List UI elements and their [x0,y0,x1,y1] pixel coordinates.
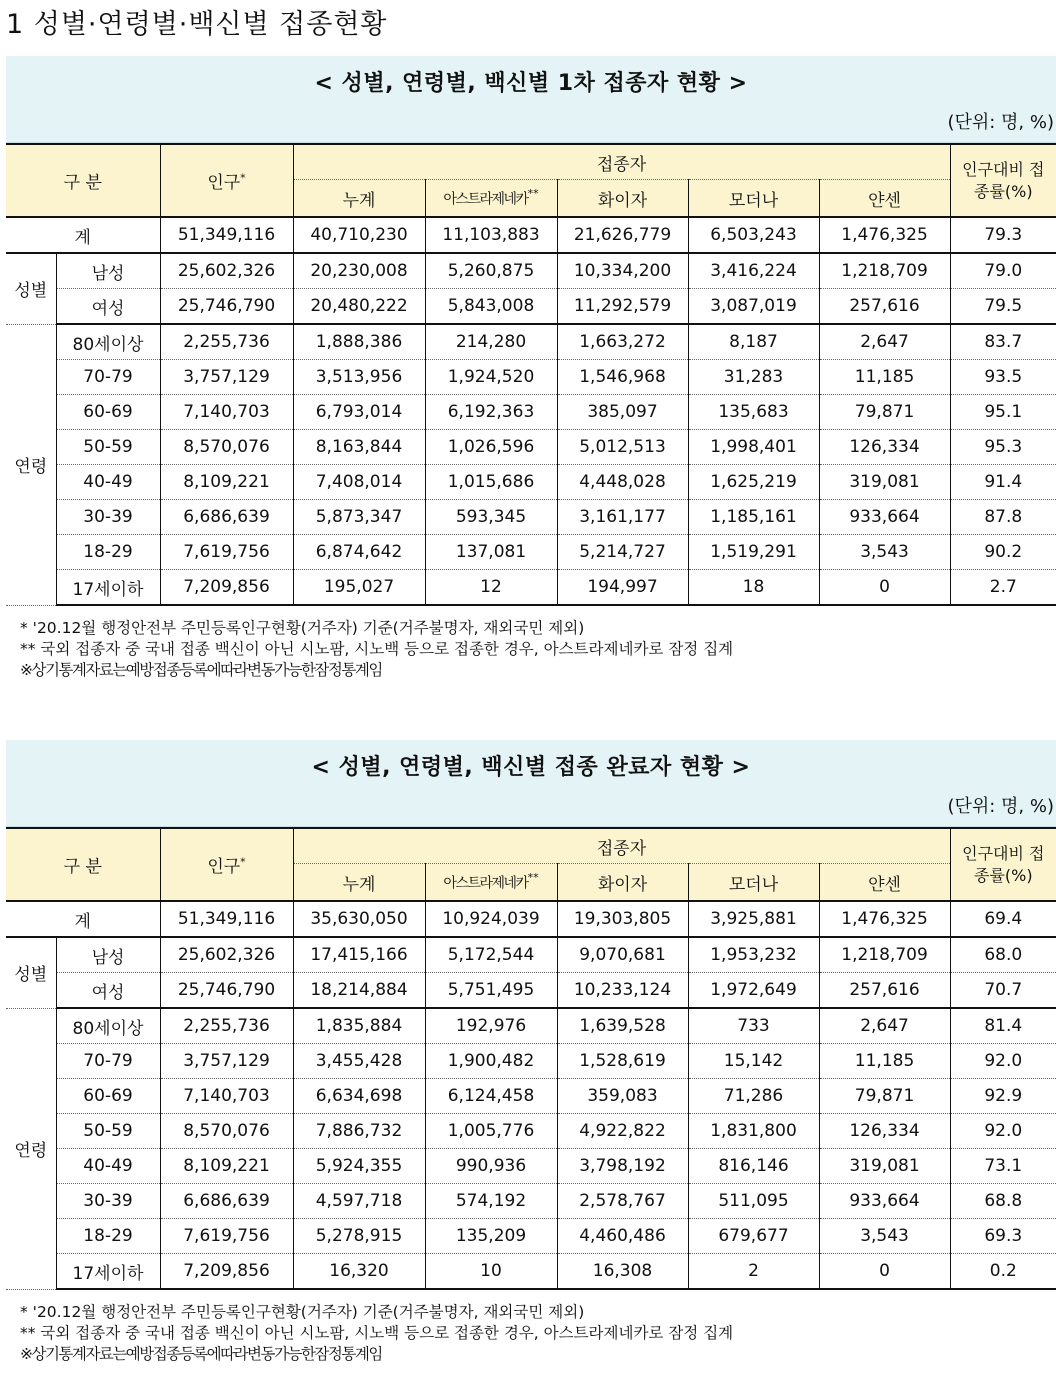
table-row [6,1079,1056,1114]
value-cell: 8,109,221 [160,1149,293,1184]
value-cell: 990,936 [425,1149,557,1184]
value-cell: 3,543 [819,1219,950,1254]
value-cell: 16,308 [557,1254,688,1290]
value-cell: 7,619,756 [160,1219,293,1254]
value-cell: 10 [425,1254,557,1290]
value-cell: 19,303,805 [557,901,688,937]
value-cell: 257,616 [819,973,950,1009]
value-cell: 5,278,915 [293,1219,425,1254]
value-cell: 51,349,116 [160,901,293,937]
row-label: 80세이상 [56,1008,160,1044]
unit-label: (단위: 명, %) [947,796,1054,817]
value-cell: 0.2 [950,1254,1056,1290]
value-cell: 1,519,291 [688,535,819,570]
row-label: 70-79 [56,1044,160,1079]
value-cell: 359,083 [557,1079,688,1114]
header-pfizer: 화이자 [557,180,688,218]
table-row [6,1044,1056,1079]
value-cell: 69.3 [950,1219,1056,1254]
value-cell: 16,320 [293,1254,425,1290]
footnotes [6,1302,1056,1365]
value-cell: 81.4 [950,1008,1056,1044]
header-population-label: 인구 [207,173,241,193]
value-cell: 6,874,642 [293,535,425,570]
value-cell: 3,087,019 [688,289,819,325]
header-janssen: 얀센 [819,180,950,218]
value-cell: 593,345 [425,500,557,535]
value-cell: 574,192 [425,1184,557,1219]
value-cell: 7,209,856 [160,1254,293,1290]
value-cell: 68.0 [950,937,1056,973]
value-cell: 92.0 [950,1114,1056,1149]
value-cell: 6,634,698 [293,1079,425,1114]
value-cell: 83.7 [950,324,1056,360]
value-cell: 2,647 [819,1008,950,1044]
value-cell: 1,026,596 [425,430,557,465]
table-row [6,395,1056,430]
header-category: 구 분 [6,144,160,217]
value-cell: 4,448,028 [557,465,688,500]
row-label: 30-39 [56,1184,160,1219]
row-label: 60-69 [56,1079,160,1114]
header-rate-line2: 종률(%) [973,865,1033,885]
header-moderna: 모더나 [688,180,819,218]
value-cell: 87.8 [950,500,1056,535]
row-label: 남성 [56,937,160,973]
value-cell: 20,230,008 [293,253,425,289]
value-cell: 6,124,458 [425,1079,557,1114]
value-cell: 95.1 [950,395,1056,430]
value-cell: 2,255,736 [160,324,293,360]
value-cell: 319,081 [819,465,950,500]
header-az [425,864,557,902]
value-cell: 4,460,486 [557,1219,688,1254]
value-cell: 2,647 [819,324,950,360]
vaccination-table [6,143,1056,606]
row-label: 40-49 [56,1149,160,1184]
value-cell: 135,209 [425,1219,557,1254]
value-cell: 1,900,482 [425,1044,557,1079]
value-cell: 25,602,326 [160,253,293,289]
value-cell: 1,476,325 [819,901,950,937]
value-cell: 1,835,884 [293,1008,425,1044]
value-cell: 8,109,221 [160,465,293,500]
value-cell: 1,924,520 [425,360,557,395]
value-cell: 5,260,875 [425,253,557,289]
footnote-2: ** 국외 접종자 중 국내 접종 백신이 아닌 시노팜, 시노백 등으로 접종한 경우, 아스트라제네카로 잠정 집계 [20,640,734,658]
footnote-2: ** 국외 접종자 중 국내 접종 백신이 아닌 시노팜, 시노백 등으로 접종한 경우, 아스트라제네카로 잠정 집계 [20,1324,734,1342]
value-cell: 214,280 [425,324,557,360]
table-row [6,1149,1056,1184]
footnote-1: * '20.12월 행정안전부 주민등록인구현황(거주자) 기준(거주불명자, 재외국민 제외) [20,619,585,637]
value-cell: 1,528,619 [557,1044,688,1079]
total-row [6,901,1056,937]
row-label: 18-29 [56,535,160,570]
value-cell: 1,953,232 [688,937,819,973]
value-cell: 4,922,822 [557,1114,688,1149]
value-cell: 5,751,495 [425,973,557,1009]
table-row [6,570,1056,606]
table-row [6,535,1056,570]
value-cell: 6,686,639 [160,1184,293,1219]
value-cell: 95.3 [950,430,1056,465]
header-total: 누계 [293,864,425,902]
value-cell: 11,292,579 [557,289,688,325]
value-cell: 194,997 [557,570,688,606]
value-cell: 137,081 [425,535,557,570]
value-cell: 1,476,325 [819,217,950,253]
value-cell: 92.9 [950,1079,1056,1114]
value-cell: 31,283 [688,360,819,395]
value-cell: 679,677 [688,1219,819,1254]
value-cell: 1,218,709 [819,253,950,289]
value-cell: 10,924,039 [425,901,557,937]
value-cell: 126,334 [819,1114,950,1149]
value-cell: 73.1 [950,1149,1056,1184]
value-cell: 25,746,790 [160,289,293,325]
table-row [6,973,1056,1009]
footnotes [6,618,1056,681]
value-cell: 6,192,363 [425,395,557,430]
value-cell: 3,798,192 [557,1149,688,1184]
completed-dose-section [6,740,1056,1365]
value-cell: 20,480,222 [293,289,425,325]
header-population-label: 인구 [207,857,241,877]
header-rate-line2: 종률(%) [973,181,1033,201]
total-row [6,217,1056,253]
table-row [6,360,1056,395]
header-vaccinated: 접종자 [293,828,950,864]
value-cell: 5,873,347 [293,500,425,535]
value-cell: 7,140,703 [160,1079,293,1114]
value-cell: 7,140,703 [160,395,293,430]
value-cell: 733 [688,1008,819,1044]
header-population [160,828,293,901]
footnote-3: ※상기통계자료는예방접종등록에따라변동가능한잠정통계임 [20,1345,382,1363]
value-cell: 3,925,881 [688,901,819,937]
row-label: 80세이상 [56,324,160,360]
value-cell: 1,663,272 [557,324,688,360]
value-cell: 0 [819,1254,950,1290]
value-cell: 1,639,528 [557,1008,688,1044]
header-rate [950,828,1056,901]
value-cell: 25,746,790 [160,973,293,1009]
unit-label: (단위: 명, %) [947,112,1054,133]
value-cell: 71,286 [688,1079,819,1114]
value-cell: 195,027 [293,570,425,606]
value-cell: 11,185 [819,1044,950,1079]
row-label: 60-69 [56,395,160,430]
table-row [6,324,1056,360]
table-row [6,937,1056,973]
header-rate-line1: 인구대비 접 [962,843,1045,863]
value-cell: 257,616 [819,289,950,325]
caption-box [6,56,1056,143]
row-label: 30-39 [56,500,160,535]
value-cell: 10,334,200 [557,253,688,289]
value-cell: 7,886,732 [293,1114,425,1149]
row-label: 70-79 [56,360,160,395]
value-cell: 8,570,076 [160,430,293,465]
value-cell: 40,710,230 [293,217,425,253]
population-footnote-mark: * [240,171,246,185]
table-caption: < 성별, 연령별, 백신별 접종 완료자 현황 > [311,755,751,780]
value-cell: 8,570,076 [160,1114,293,1149]
value-cell: 385,097 [557,395,688,430]
header-total: 누계 [293,180,425,218]
value-cell: 2.7 [950,570,1056,606]
value-cell: 6,686,639 [160,500,293,535]
value-cell: 9,070,681 [557,937,688,973]
header-rate-line1: 인구대비 접 [962,159,1045,179]
value-cell: 3,757,129 [160,360,293,395]
value-cell: 92.0 [950,1044,1056,1079]
value-cell: 3,455,428 [293,1044,425,1079]
table-row [6,253,1056,289]
value-cell: 2 [688,1254,819,1290]
value-cell: 51,349,116 [160,217,293,253]
value-cell: 319,081 [819,1149,950,1184]
value-cell: 10,233,124 [557,973,688,1009]
value-cell: 25,602,326 [160,937,293,973]
value-cell: 70.7 [950,973,1056,1009]
value-cell: 2,255,736 [160,1008,293,1044]
value-cell: 3,416,224 [688,253,819,289]
vaccination-table [6,827,1056,1290]
table-row [6,1114,1056,1149]
group-label-sex: 성별 [6,253,56,324]
value-cell: 1,546,968 [557,360,688,395]
value-cell: 0 [819,570,950,606]
row-label: 남성 [56,253,160,289]
table-row [6,465,1056,500]
table-row [6,1219,1056,1254]
row-label: 계 [6,217,160,253]
value-cell: 7,408,014 [293,465,425,500]
value-cell: 3,513,956 [293,360,425,395]
group-label-sex: 성별 [6,937,56,1008]
az-footnote-mark: ** [527,871,539,885]
population-footnote-mark: * [240,855,246,869]
header-population [160,144,293,217]
header-rate [950,144,1056,217]
value-cell: 6,503,243 [688,217,819,253]
header-moderna: 모더나 [688,864,819,902]
page-title: 1 성별·연령별·백신별 접종현황 [6,9,388,40]
table-row [6,500,1056,535]
value-cell: 1,888,386 [293,324,425,360]
table-row [6,289,1056,325]
value-cell: 1,998,401 [688,430,819,465]
value-cell: 1,005,776 [425,1114,557,1149]
value-cell: 21,626,779 [557,217,688,253]
value-cell: 8,163,844 [293,430,425,465]
value-cell: 126,334 [819,430,950,465]
row-label: 계 [6,901,160,937]
value-cell: 3,757,129 [160,1044,293,1079]
value-cell: 8,187 [688,324,819,360]
value-cell: 3,161,177 [557,500,688,535]
value-cell: 4,597,718 [293,1184,425,1219]
az-footnote-mark: ** [527,187,539,201]
value-cell: 933,664 [819,500,950,535]
value-cell: 5,843,008 [425,289,557,325]
value-cell: 79,871 [819,395,950,430]
table-row [6,1008,1056,1044]
header-az [425,180,557,218]
value-cell: 91.4 [950,465,1056,500]
value-cell: 35,630,050 [293,901,425,937]
value-cell: 11,185 [819,360,950,395]
row-label: 17세이하 [56,570,160,606]
value-cell: 3,543 [819,535,950,570]
value-cell: 12 [425,570,557,606]
table-row [6,1184,1056,1219]
value-cell: 1,185,161 [688,500,819,535]
value-cell: 933,664 [819,1184,950,1219]
value-cell: 135,683 [688,395,819,430]
first-dose-section [6,56,1056,681]
value-cell: 1,831,800 [688,1114,819,1149]
header-category: 구 분 [6,828,160,901]
value-cell: 7,619,756 [160,535,293,570]
group-label-age: 연령 [6,1008,56,1289]
value-cell: 11,103,883 [425,217,557,253]
value-cell: 511,095 [688,1184,819,1219]
row-label: 50-59 [56,430,160,465]
value-cell: 7,209,856 [160,570,293,606]
value-cell: 5,172,544 [425,937,557,973]
footnote-1: * '20.12월 행정안전부 주민등록인구현황(거주자) 기준(거주불명자, 재외국민 제외) [20,1303,585,1321]
row-label: 50-59 [56,1114,160,1149]
value-cell: 79.5 [950,289,1056,325]
value-cell: 1,625,219 [688,465,819,500]
group-label-age: 연령 [6,324,56,605]
row-label: 여성 [56,973,160,1009]
value-cell: 5,214,727 [557,535,688,570]
footnote-3: ※상기통계자료는예방접종등록에따라변동가능한잠정통계임 [20,661,382,679]
caption-box [6,740,1056,827]
header-az-label: 아스트라제네카 [443,875,528,892]
value-cell: 69.4 [950,901,1056,937]
row-label: 18-29 [56,1219,160,1254]
value-cell: 18,214,884 [293,973,425,1009]
value-cell: 1,015,686 [425,465,557,500]
header-az-label: 아스트라제네카 [443,191,528,208]
value-cell: 79,871 [819,1079,950,1114]
value-cell: 6,793,014 [293,395,425,430]
row-label: 17세이하 [56,1254,160,1290]
value-cell: 5,924,355 [293,1149,425,1184]
value-cell: 1,218,709 [819,937,950,973]
value-cell: 192,976 [425,1008,557,1044]
header-vaccinated: 접종자 [293,144,950,180]
table-row [6,430,1056,465]
table-caption: < 성별, 연령별, 백신별 1차 접종자 현황 > [314,71,748,96]
value-cell: 79.3 [950,217,1056,253]
value-cell: 18 [688,570,819,606]
table-row [6,1254,1056,1290]
value-cell: 5,012,513 [557,430,688,465]
header-pfizer: 화이자 [557,864,688,902]
header-janssen: 얀센 [819,864,950,902]
row-label: 여성 [56,289,160,325]
value-cell: 90.2 [950,535,1056,570]
value-cell: 93.5 [950,360,1056,395]
value-cell: 79.0 [950,253,1056,289]
value-cell: 816,146 [688,1149,819,1184]
value-cell: 2,578,767 [557,1184,688,1219]
row-label: 40-49 [56,465,160,500]
value-cell: 1,972,649 [688,973,819,1009]
value-cell: 17,415,166 [293,937,425,973]
value-cell: 15,142 [688,1044,819,1079]
value-cell: 68.8 [950,1184,1056,1219]
